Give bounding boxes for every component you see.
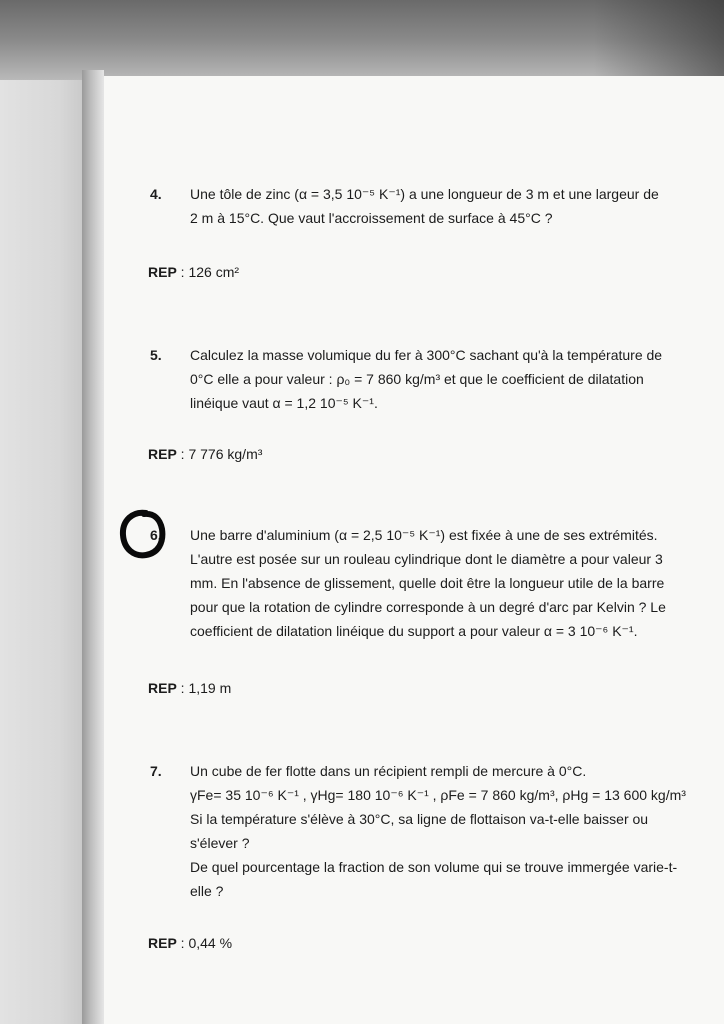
facing-page-margin [0,80,84,1024]
problem-statement [190,182,710,230]
statement-line: L'autre est posée sur un rouleau cylindrique dont le diamètre a pour valeur 3 [190,551,663,567]
statement-line: mm. En l'absence de glissement, quelle doit être la longueur utile de la barre [190,575,665,591]
statement-line: 2 m à 15°C. Que vaut l'accroissement de surface à 45°C ? [190,210,553,226]
answer-label: REP [148,680,177,696]
answer-6 [148,680,231,696]
answer-value: : 0,44 % [176,935,233,951]
statement-line: Une tôle de zinc (α = 3,5 10⁻⁵ K⁻¹) a une longueur de 3 m et une largeur de [190,186,659,202]
statement-line: Si la température s'élève à 30°C, sa ligne de flottaison va-t-elle baisser ou [190,811,649,827]
statement-line: linéique vaut α = 1,2 10⁻⁵ K⁻¹. [190,395,378,411]
statement-line: γFe= 35 10⁻⁶ K⁻¹ , γHg= 180 10⁻⁶ K⁻¹ , ρFe = 7 860 kg/m³, ρHg = 13 600 kg/m³ [190,787,686,803]
problem-statement [190,343,710,415]
scan-shadow-band [0,0,724,80]
answer-7 [148,935,232,951]
answer-4 [148,264,239,280]
hand-drawn-circle-mark [116,507,168,561]
problem-number: 4. [150,186,162,202]
problem-number: 5. [150,347,162,363]
statement-line: Un cube de fer flotte dans un récipient rempli de mercure à 0°C. [190,763,587,779]
answer-5 [148,446,262,462]
answer-value: : 7 776 kg/m³ [176,446,263,462]
problem-statement [190,759,710,903]
answer-value: : 1,19 m [176,680,232,696]
statement-line: De quel pourcentage la fraction de son volume qui se trouve immergée varie-t- [190,859,678,875]
answer-label: REP [148,264,177,280]
answer-value: : 126 cm² [176,264,240,280]
statement-line: pour que la rotation de cylindre corresponde à un degré d'arc par Kelvin ? Le [190,599,666,615]
problem-statement [190,523,710,643]
page-spine-shadow [82,70,104,1024]
statement-line: Calculez la masse volumique du fer à 300°C sachant qu'à la température de [190,347,663,363]
statement-line: 0°C elle a pour valeur : ρ₀ = 7 860 kg/m³ et que le coefficient de dilatation [190,371,644,387]
statement-line: s'élever ? [190,835,250,851]
statement-line: coefficient de dilatation linéique du support a pour valeur α = 3 10⁻⁶ K⁻¹. [190,623,638,639]
statement-line: elle ? [190,883,224,899]
answer-label: REP [148,935,177,951]
statement-line: Une barre d'aluminium (α = 2,5 10⁻⁵ K⁻¹) est fixée à une de ses extrémités. [190,527,658,543]
answer-label: REP [148,446,177,462]
problem-number: 6. [150,527,162,543]
problem-number: 7. [150,763,162,779]
